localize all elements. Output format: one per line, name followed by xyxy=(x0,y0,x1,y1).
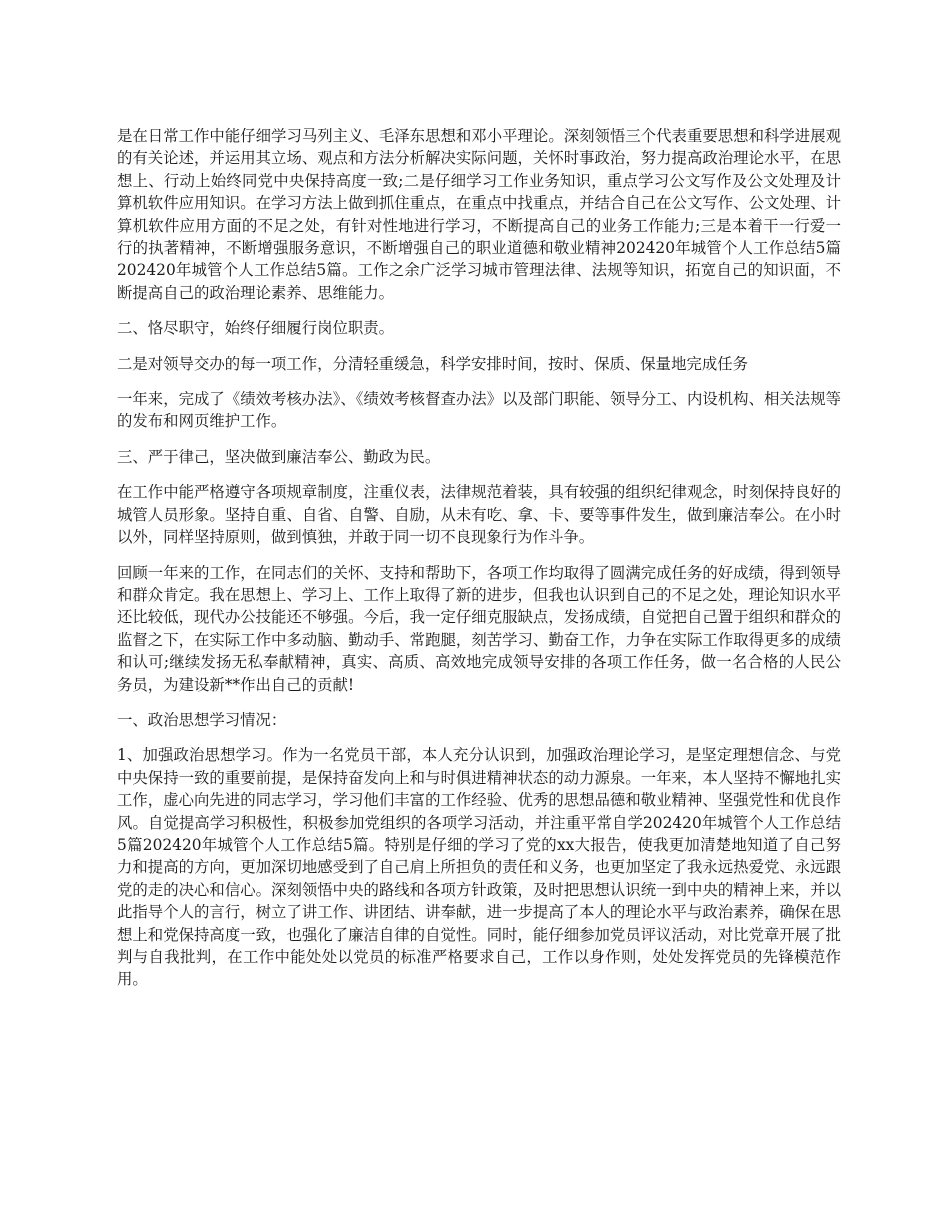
paragraph-political-study: 1、加强政治思想学习。作为一名党员干部，本人充分认识到，加强政治理论学习，是坚定理想信念、与党中央保持一致的重要前提，是保持奋发向上和与时俱进精神状态的动力源泉。一年来，本人坚持不懈地扎实工作，虚心向先进的同志学习，学习他们丰富的工作经验、优秀的思想品德和敬业精神、坚强党性和优良作风。自觉提高学习积极性，积极参加党组织的各项学习活动，并注重平常自学202420年城管个人工作总结5篇202420年城管个人工作总结5篇。特别是仔细的学习了党的xx大报告，使我更加清楚地知道了自己努力和提高的方向，更加深切地感受到了自己肩上所担负的责任和义务，也更加坚定了我永远热爱党、永远跟党的走的决心和信心。深刻领悟中央的路线和各项方针政策，及时把思想认识统一到中央的精神上来，并以此指导个人的言行，树立了讲工作、讲团结、讲奉献，进一步提高了本人的理论水平与政治素养，确保在思想上和党保持高度一致，也强化了廉洁自律的自觉性。同时，能仔细参加党员评议活动，对比党章开展了批判与自我批判，在工作中能处处以党员的标准严格要求自己，工作以身作则，处处发挥党员的先锋模范作用。 xyxy=(117,746,841,989)
document-page xyxy=(117,125,841,1004)
heading-discipline: 三、严于律己，坚决做到廉洁奉公、勤政为民。 xyxy=(117,447,441,466)
heading-duty: 二、恪尽职守，始终仔细履行岗位职责。 xyxy=(117,319,395,338)
paragraph-review: 回顾一年来的工作，在同志们的关怀、支持和帮助下，各项工作均取得了圆满完成任务的好成绩，得到领导和群众肯定。我在思想上、学习上、工作上取得了新的进步，但我也认识到自己的不足之处，理论知识水平还比较低，现代办公技能还不够强。今后，我一定仔细克服缺点，发扬成绩，自觉把自己置于组织和群众的监督之下，在实际工作中多动脑、勤动手、常跑腿，刻苦学习、勤奋工作，力争在实际工作取得更多的成绩和认可;继续发扬无私奉献精神，真实、高质、高效地完成领导安排的各项工作任务，做一名合格的人民公务员，为建设新**作出自己的贡献! xyxy=(117,563,841,694)
paragraph-tasks: 二是对领导交办的每一项工作，分清轻重缓急，科学安排时间，按时、保质、保量地完成任务 xyxy=(117,354,749,373)
paragraph-discipline: 在工作中能严格遵守各项规章制度，注重仪表，法律规范着装，具有较强的组织纪律观念，时刻保持良好的城管人员形象。坚持自重、自省、自警、自励，从未有吃、拿、卡、要等事件发生，做到廉洁奉公。在小时以外，同样坚持原则，做到慎独，并敢于同一切不良现象行为作斗争。 xyxy=(117,483,841,547)
paragraph-study-theory: 是在日常工作中能仔细学习马列主义、毛泽东思想和邓小平理论。深刻领悟三个代表重要思想和科学进展观的有关论述，并运用其立场、观点和方法分析解决实际问题，关怀时事政治，努力提高政治理论水平，在思想上、行动上始终同党中央保持高度一致;二是仔细学习工作业务知识，重点学习公文写作及公文处理及计算机软件应用知识。在学习方法上做到抓住重点，在重点中找重点，并结合自己在公文写作、公文处理、计算机软件应用方面的不足之处，有针对性地进行学习，不断提高自己的业务工作能力;三是本着干一行爱一行的执著精神，不断增强服务意识，不断增强自己的职业道德和敬业精神202420年城管个人工作总结5篇202420年城管个人工作总结5篇。工作之余广泛学习城市管理法律、法规等知识，拓宽自己的知识面，不断提高自己的政治理论素养、思维能力。 xyxy=(117,127,841,302)
paragraph-year-work: 一年来，完成了《绩效考核办法》、《绩效考核督查办法》以及部门职能、领导分工、内设机构、相关法规等的发布和网页维护工作。 xyxy=(117,390,841,431)
heading-political-study: 一、政治思想学习情况： xyxy=(117,710,287,729)
